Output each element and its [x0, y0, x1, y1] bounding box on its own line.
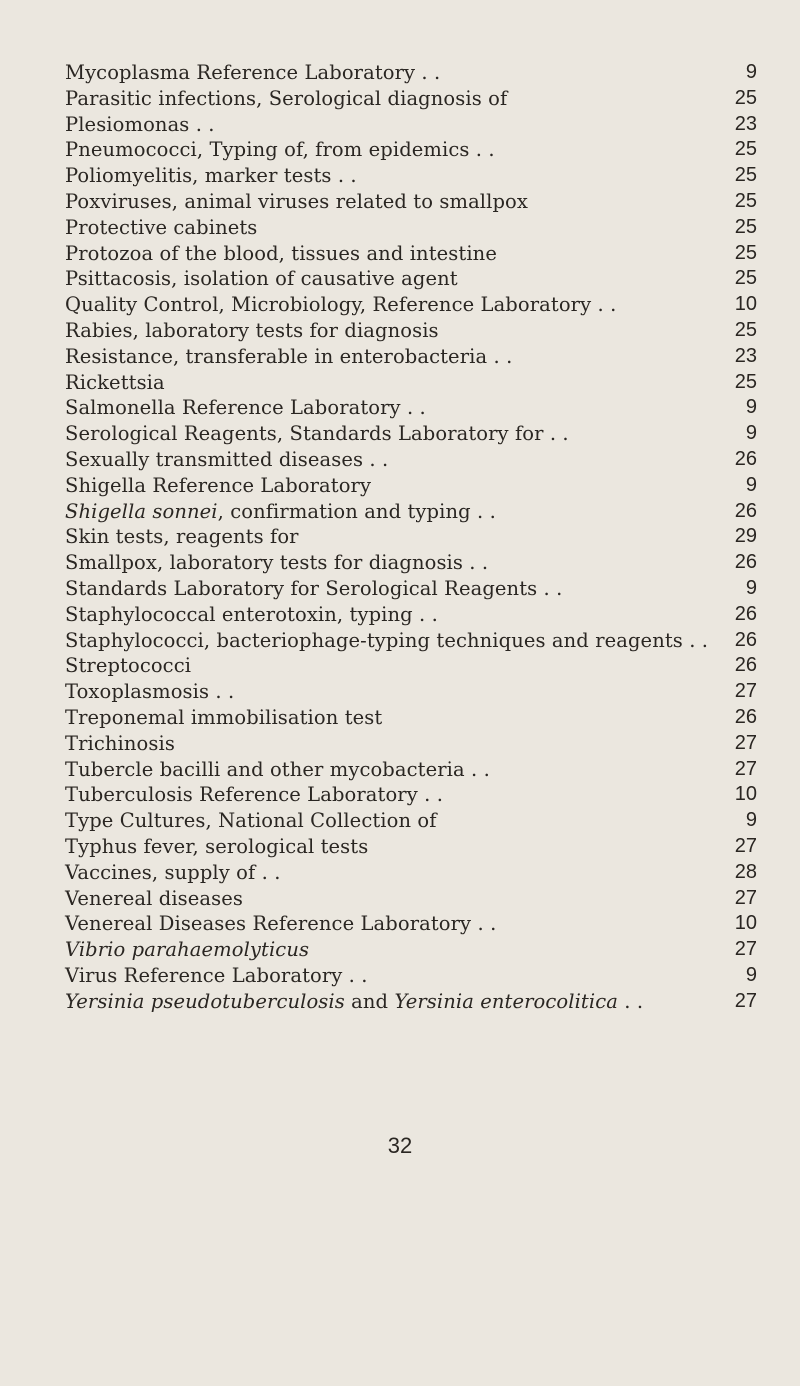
index-entry [65, 628, 757, 654]
index-entry [65, 86, 757, 112]
entry-title [65, 344, 512, 370]
entry-page-number: 28 [734, 860, 757, 883]
entry-title [65, 60, 440, 86]
index-list [65, 60, 757, 1014]
page-number: 32 [387, 1133, 413, 1158]
entry-page-number: 26 [734, 628, 757, 651]
index-entry [65, 215, 757, 241]
entry-page-number: 9 [745, 396, 757, 419]
index-entry [65, 241, 757, 267]
index-entry [65, 370, 757, 396]
entry-title-text: Tubercle bacilli and other mycobacteria . . [65, 757, 490, 781]
entry-title [65, 757, 490, 783]
entry-title [65, 318, 439, 344]
index-entry [65, 705, 757, 731]
index-entry [65, 911, 757, 937]
entry-title-text: Streptococci [65, 654, 192, 678]
entry-page-number: 9 [745, 963, 757, 986]
entry-title [65, 679, 234, 705]
entry-title [65, 292, 616, 318]
entry-title [65, 189, 528, 215]
entry-title [65, 395, 426, 421]
entry-title [65, 782, 443, 808]
index-entry [65, 731, 757, 757]
entry-page-number: 23 [734, 112, 757, 135]
index-entry [65, 937, 757, 963]
entry-title [65, 886, 243, 912]
index-entry [65, 266, 757, 292]
entry-title [65, 911, 496, 937]
entry-title-text: Vaccines, supply of . . [65, 860, 281, 884]
entry-title [65, 421, 569, 447]
index-entry [65, 782, 757, 808]
index-entry [65, 576, 757, 602]
entry-page-number: 27 [734, 886, 757, 909]
entry-title [65, 370, 165, 396]
entry-page-number: 27 [734, 834, 757, 857]
entry-title [65, 266, 458, 292]
entry-page-number: 9 [745, 422, 757, 445]
entry-page-number: 27 [734, 731, 757, 754]
entry-page-number: 9 [745, 576, 757, 599]
entry-title [65, 112, 215, 138]
entry-title-text: Resistance, transferable in enterobacteria . . [65, 344, 513, 368]
entry-page-number: 25 [734, 138, 757, 161]
entry-title [65, 937, 309, 963]
entry-title-text: Toxoplasmosis . . [65, 680, 235, 704]
entry-page-number: 9 [745, 61, 757, 83]
entry-title-text: Staphylococci, bacteriophage-typing techniques and reagents . . [65, 628, 709, 652]
index-entry [65, 550, 757, 576]
entry-page-number: 29 [734, 525, 757, 548]
entry-title-text: Virus Reference Laboratory . . [65, 963, 368, 987]
index-entry [65, 473, 757, 499]
index-entry [65, 421, 757, 447]
entry-page-number: 10 [734, 912, 757, 935]
entry-title-text: Psittacosis, isolation of causative agent [65, 267, 458, 291]
entry-title-text: Sexually transmitted diseases . . [65, 447, 389, 471]
entry-title-text: Protective cabinets [65, 215, 258, 239]
entry-title-text: Tuberculosis Reference Laboratory . . [65, 783, 444, 807]
entry-title-text: Smallpox, laboratory tests for diagnosis . . [65, 551, 489, 575]
entry-title-text: Standards Laboratory for Serological Reagents . . [65, 576, 563, 600]
entry-title [65, 241, 497, 267]
entry-title [65, 731, 175, 757]
entry-title-text: Venereal Diseases Reference Laboratory . . [65, 912, 497, 936]
index-entry [65, 447, 757, 473]
entry-title-text: . . [617, 989, 644, 1013]
entry-title-text: Salmonella Reference Laboratory . . [65, 396, 426, 420]
entry-title-italic: Yersinia enterocolitica [394, 989, 618, 1013]
entry-page-number: 27 [734, 989, 757, 1012]
entry-title [65, 834, 368, 860]
entry-title-text: Venereal diseases [65, 886, 243, 910]
index-entry [65, 395, 757, 421]
entry-page-number: 26 [734, 654, 757, 677]
index-entry [65, 679, 757, 705]
entry-page-number: 25 [734, 189, 757, 212]
entry-page-number: 25 [734, 267, 757, 290]
entry-page-number: 25 [734, 86, 757, 109]
entry-title [65, 602, 438, 628]
entry-title [65, 163, 357, 189]
entry-title-text: Type Cultures, National Collection of [65, 809, 437, 833]
index-entry [65, 499, 757, 525]
entry-title [65, 86, 507, 112]
entry-page-number: 9 [745, 809, 757, 832]
index-entry [65, 886, 757, 912]
entry-title [65, 550, 488, 576]
entry-page-number: 23 [734, 344, 757, 367]
entry-title [65, 628, 708, 654]
entry-title-text: Typhus fever, serological tests [65, 834, 369, 858]
entry-title-text: Shigella Reference Laboratory [65, 473, 372, 497]
index-entry [65, 963, 757, 989]
entry-page-number: 25 [734, 241, 757, 264]
index-entry [65, 808, 757, 834]
entry-page-number: 26 [734, 447, 757, 470]
entry-title-text: Mycoplasma Reference Laboratory . . [65, 61, 441, 84]
index-entry [65, 344, 757, 370]
entry-title-text: Poxviruses, animal viruses related to smallpox [65, 189, 528, 213]
entry-title-text: Parasitic infections, Serological diagnosis of [65, 86, 508, 110]
entry-title-mid: and [344, 989, 395, 1013]
entry-page-number: 25 [734, 318, 757, 341]
entry-title [65, 860, 281, 886]
entry-page-number: 10 [734, 783, 757, 806]
entry-page-number: 26 [734, 602, 757, 625]
index-entry [65, 834, 757, 860]
entry-page-number: 25 [734, 164, 757, 187]
entry-title-text: Staphylococcal enterotoxin, typing . . [65, 602, 438, 626]
entry-page-number: 26 [734, 705, 757, 728]
entry-title [65, 576, 562, 602]
entry-title [65, 137, 495, 163]
index-entry [65, 602, 757, 628]
entry-title-text: Serological Reagents, Standards Laboratory for . . [65, 422, 569, 446]
entry-title [65, 499, 496, 525]
entry-title [65, 215, 257, 241]
entry-page-number: 25 [734, 215, 757, 238]
index-entry [65, 60, 757, 86]
entry-title-text: Rabies, laboratory tests for diagnosis [65, 318, 439, 342]
index-entry [65, 137, 757, 163]
entry-title-text: Quality Control, Microbiology, Reference Laboratory . . [65, 293, 617, 317]
entry-title-text: Rickettsia [65, 370, 165, 394]
index-entry [65, 653, 757, 679]
entry-page-number: 27 [734, 680, 757, 703]
entry-title-text: Plesiomonas . . [65, 112, 215, 136]
index-entry [65, 292, 757, 318]
entry-title-text: Trichinosis [65, 731, 175, 755]
entry-title-text: Skin tests, reagents for [65, 525, 299, 549]
entry-title [65, 705, 382, 731]
index-entry [65, 860, 757, 886]
index-entry [65, 757, 757, 783]
index-entry [65, 524, 757, 550]
entry-title [65, 989, 643, 1015]
entry-page-number: 9 [745, 473, 757, 496]
entry-page-number: 10 [734, 293, 757, 316]
entry-title-italic: Shigella sonnei [65, 499, 218, 523]
entry-page-number: 27 [734, 938, 757, 961]
entry-title [65, 808, 437, 834]
entry-title [65, 447, 388, 473]
entry-page-number: 26 [734, 499, 757, 522]
entry-title [65, 963, 368, 989]
entry-title-text: Pneumococci, Typing of, from epidemics . . [65, 138, 495, 162]
entry-title [65, 653, 191, 679]
index-entry [65, 163, 757, 189]
entry-page-number: 25 [734, 370, 757, 393]
index-entry [65, 989, 757, 1015]
index-entry [65, 189, 757, 215]
entry-title-text: , confirmation and typing . . [217, 499, 496, 523]
index-entry [65, 112, 757, 138]
entry-title-text: Treponemal immobilisation test [65, 705, 383, 729]
entry-title [65, 524, 299, 550]
entry-title [65, 473, 371, 499]
entry-title-italic: Vibrio parahaemolyticus [65, 938, 310, 962]
index-entry [65, 318, 757, 344]
entry-title-text: Poliomyelitis, marker tests . . [65, 164, 357, 188]
entry-page-number: 26 [734, 551, 757, 574]
entry-title-italic: Yersinia pseudotuberculosis [65, 989, 345, 1013]
entry-page-number: 27 [734, 757, 757, 780]
entry-title-text: Protozoa of the blood, tissues and intestine [65, 241, 497, 265]
